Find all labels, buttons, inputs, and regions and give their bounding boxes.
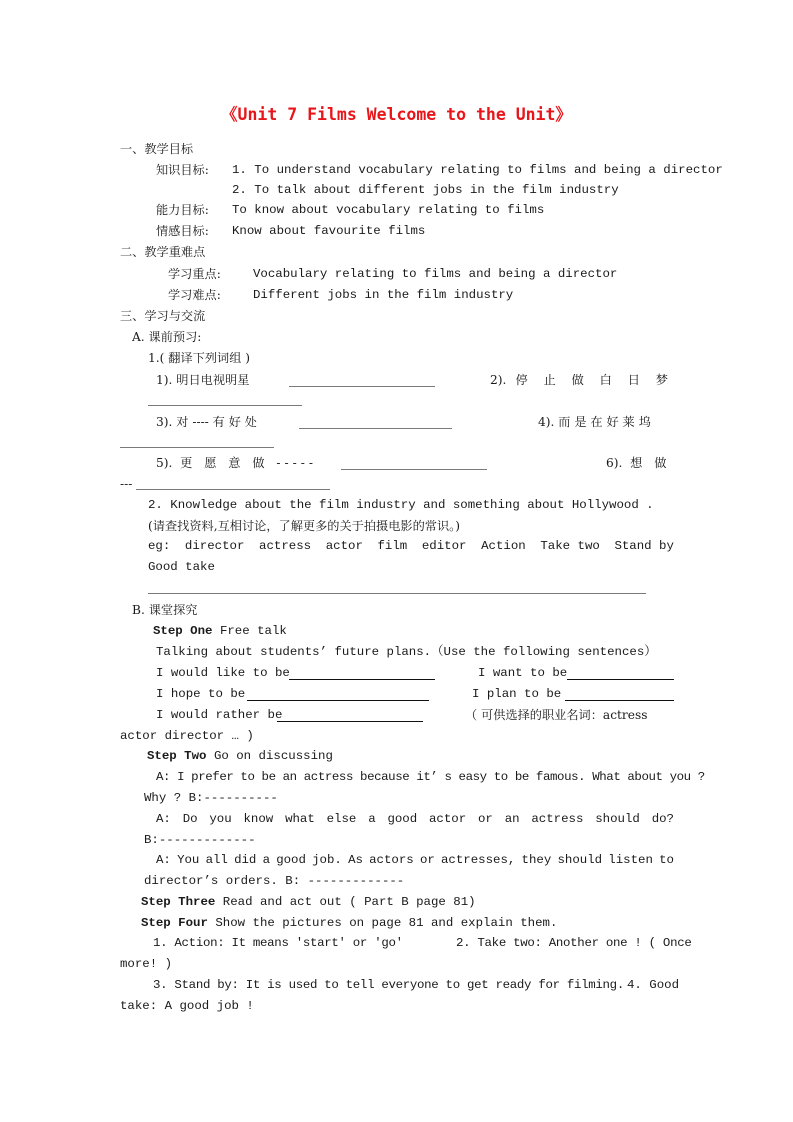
item-4 — [538, 414, 651, 430]
section2-heading: 二、教学重难点 — [120, 245, 206, 259]
item-4-num: 4). — [538, 415, 555, 429]
eg-word: Action — [481, 539, 526, 553]
answer-blank-5[interactable] — [341, 469, 487, 470]
word: job. — [312, 853, 342, 867]
step-one-label: Step One — [153, 624, 213, 638]
step-four-label: Step Four — [141, 916, 208, 930]
eg-word: editor — [421, 539, 467, 553]
word: listen — [608, 853, 653, 867]
step-one — [153, 623, 287, 639]
emotion-label: 情感目标: — [156, 224, 209, 238]
section3-heading: 三、学习与交流 — [120, 309, 206, 323]
item-1-num: 1). — [156, 373, 173, 387]
word: actor — [429, 812, 467, 826]
step-three-label: Step Three — [141, 895, 216, 909]
difficult-point-label: 学习难点: — [168, 288, 221, 302]
example-words — [148, 538, 674, 554]
dialogue-1: A: I prefer to be an actress because it’ s easy to be famous. What about you ? — [156, 770, 705, 784]
explain-2-tail: more! ) — [120, 957, 173, 971]
answer-blank-3[interactable] — [299, 428, 452, 429]
blank-plan[interactable] — [565, 700, 674, 701]
step-one-text: Free talk — [219, 624, 287, 638]
word: do? — [651, 812, 674, 826]
word: As — [348, 853, 363, 867]
question2-note: (请查找资料,互相讨论，了解更多的关于拍摄电影的常识。) — [148, 519, 460, 533]
word: what — [285, 812, 315, 826]
step-two-label: Step Two — [147, 749, 207, 763]
item-5 — [156, 455, 317, 471]
word: did — [234, 853, 257, 867]
word: A: — [156, 812, 171, 826]
step-two-text: Go on discussing — [213, 749, 333, 763]
eg-word: actor — [325, 539, 363, 553]
word: actresses, — [441, 853, 516, 867]
key-point: Vocabulary relating to films and being a director — [253, 267, 618, 281]
question1-heading: 1.( 翻译下列词组 ) — [148, 351, 251, 365]
blank-would-like[interactable] — [289, 679, 435, 680]
answer-blank-4[interactable] — [120, 447, 274, 448]
item-2-text: 停 止 做 白 日 梦 — [515, 373, 674, 387]
example-tail: Good take — [148, 560, 215, 574]
ability-label: 能力目标: — [156, 203, 209, 217]
item-6-tail: --- — [120, 477, 133, 491]
difficult-point: Different jobs in the film industry — [253, 288, 514, 302]
word: know — [243, 812, 274, 826]
item-3 — [156, 414, 257, 430]
step-four — [141, 915, 557, 931]
step-one-intro: Talking about students’ future plans.（Use the following sentences） — [156, 645, 657, 659]
question2: 2. Knowledge about the film industry and something about Hollywood . — [148, 498, 654, 512]
word: good — [276, 853, 306, 867]
dialogue-3-tail: director’s orders. B: ------------- — [144, 874, 405, 888]
knowledge-goal-1: 1. To understand vocabulary relating to films and being a director — [232, 163, 723, 177]
word: or — [419, 853, 435, 867]
part-b-heading: B. 课堂探究 — [132, 603, 198, 617]
key-point-label: 学习重点: — [168, 267, 221, 281]
word: they — [521, 853, 552, 867]
ability-goal: To know about vocabulary relating to films — [232, 203, 545, 217]
sentence-hope: I hope to be — [156, 687, 246, 701]
dialogue-2 — [156, 811, 674, 827]
answer-blank-6[interactable] — [136, 489, 330, 490]
dialogue-3 — [156, 852, 674, 868]
answer-blank-1[interactable] — [289, 386, 435, 387]
item-1-text: 明日电视明星 — [176, 373, 250, 387]
word: or — [478, 812, 493, 826]
word: you — [209, 812, 232, 826]
item-2-num: 2). — [490, 373, 507, 387]
eg-word: Stand by — [614, 539, 674, 553]
word: else — [326, 812, 357, 826]
item-6-text: 想 做 — [630, 456, 671, 470]
word: should — [595, 812, 640, 826]
item-5-num: 5). — [156, 456, 173, 470]
jobs-note: （ 可供选择的职业名词：actress — [465, 708, 648, 722]
eg-word: actress — [259, 539, 312, 553]
section1-heading: 一、教学目标 — [120, 142, 194, 156]
eg-word: film — [377, 539, 408, 553]
eg-label: eg: — [148, 539, 171, 553]
word: all — [205, 853, 228, 867]
explain-3: 3. Stand by: It is used to tell everyone to get ready for filming. — [153, 978, 624, 992]
word: actress — [531, 812, 584, 826]
step-three — [141, 894, 476, 910]
sentence-rather: I would rather be — [156, 708, 283, 722]
sentence-would-like: I would like to be — [156, 666, 290, 680]
sentence-want: I want to be — [478, 666, 568, 680]
knowledge-label: 知识目标: — [156, 163, 209, 177]
dialogue-2-tail: B:------------- — [144, 833, 256, 847]
item-3-text: 对 ---- 有 好 处 — [176, 415, 257, 429]
word: a — [262, 853, 270, 867]
item-3-num: 3). — [156, 415, 173, 429]
explain-2: 2. Take two: Another one ! ( Once — [456, 936, 692, 950]
blank-want[interactable] — [567, 679, 674, 680]
step-two — [147, 748, 333, 764]
eg-word: director — [184, 539, 245, 553]
word: good — [387, 812, 418, 826]
word: You — [177, 853, 200, 867]
word: Do — [182, 812, 198, 826]
item-2 — [490, 372, 674, 388]
emotion-goal: Know about favourite films — [232, 224, 426, 238]
item-6 — [606, 455, 670, 471]
word: should — [557, 853, 603, 867]
explain-4: 4. Good — [627, 978, 680, 992]
step-three-text: Read and act out ( Part B page 81) — [222, 895, 476, 909]
sentence-plan: I plan to be — [472, 687, 562, 701]
blank-hope[interactable] — [247, 700, 429, 701]
jobs-note-tail: actor director … ) — [120, 729, 254, 743]
dialogue-1-tail: Why ? B:---------- — [144, 791, 278, 805]
word: a — [368, 812, 376, 826]
word: an — [504, 812, 520, 826]
word: A: — [156, 853, 171, 867]
blank-rather[interactable] — [277, 721, 423, 722]
part-a-heading: A. 课前预习: — [132, 330, 202, 344]
answer-blank-2[interactable] — [148, 405, 302, 406]
explain-4-tail: take: A good job ! — [120, 999, 254, 1013]
word: actors — [369, 853, 414, 867]
knowledge-goal-2: 2. To talk about different jobs in the film industry — [232, 183, 619, 197]
item-4-text: 而 是 在 好 莱 坞 — [558, 415, 651, 429]
notes-line[interactable] — [148, 593, 646, 594]
item-1 — [156, 372, 249, 388]
item-5-text: 更 愿 意 做 ----- — [180, 456, 317, 470]
document-title: 《Unit 7 Films Welcome to the Unit》 — [221, 105, 572, 124]
word: to — [659, 853, 674, 867]
explain-1: 1. Action: It means 'start' or 'go' — [153, 936, 403, 950]
item-6-num: 6). — [606, 456, 623, 470]
eg-word: Take two — [540, 539, 600, 553]
step-four-text: Show the pictures on page 81 and explain them. — [215, 916, 558, 930]
